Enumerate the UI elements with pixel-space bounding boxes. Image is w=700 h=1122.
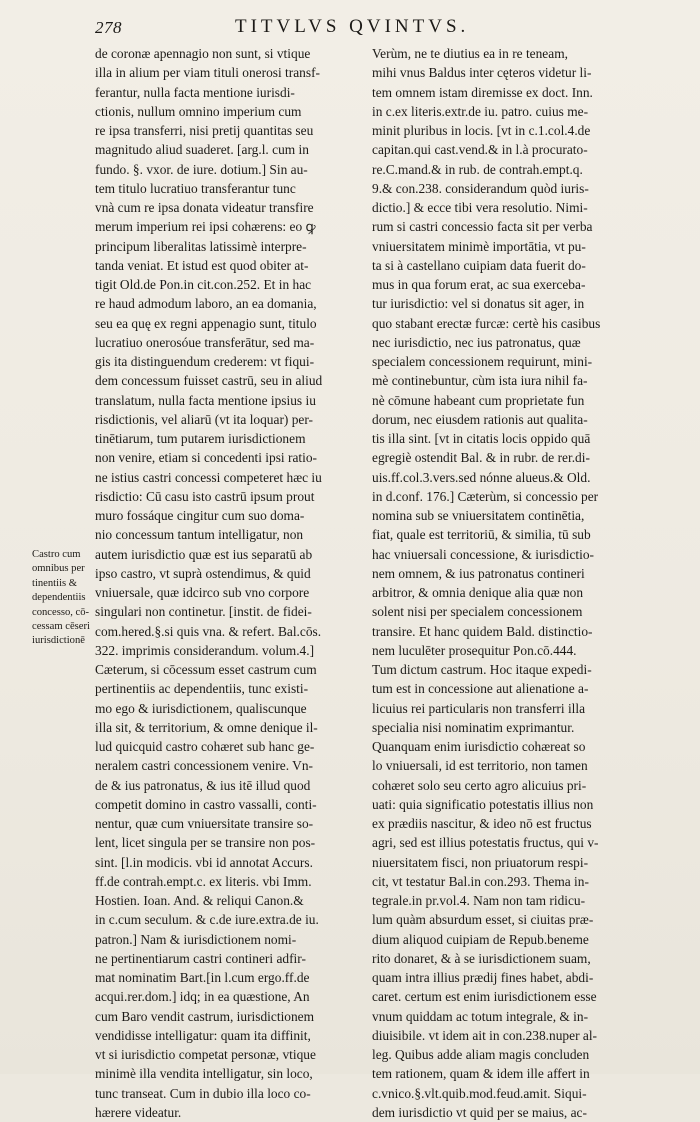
- text-line: uati: quia significatio potestatis illius non: [372, 796, 594, 812]
- text-line: principum liberalitas latissimè interpre-: [95, 238, 307, 254]
- text-line: vt si iurisdictio competat personæ, vtique: [95, 1047, 316, 1062]
- text-line: tum est in concessione aut alienatione a-: [372, 681, 589, 697]
- text-line: 322. imprimis considerandum. volum.4.]: [95, 642, 315, 658]
- text-line: magnitudo aliud suaderet. [arg.l. cum in: [95, 142, 309, 158]
- text-line: leg. Quibus adde aliam magis concluden: [372, 1047, 590, 1062]
- text-line: illa sit, & territorium, & omne denique il-: [95, 719, 318, 735]
- right-text-column: [372, 44, 644, 1122]
- text-line: gis ita distinguendum crederem: vt fiqui-: [95, 354, 315, 369]
- text-line: de coronæ apennagio non sunt, si vtique: [95, 46, 311, 61]
- text-line: ctionis, nullum omnino imperium cum: [95, 103, 302, 119]
- text-line: de & ius patronatus, & ius itē illud quod: [95, 777, 311, 793]
- margin-note-line: concesso, cō-: [32, 606, 90, 618]
- margin-note: [32, 548, 96, 649]
- margin-note-line: Castro cum: [32, 549, 81, 560]
- text-line: com.hered.§.si quis vna. & refert. Bal.cōs.: [95, 623, 322, 639]
- text-line: arbitror, & omnia denique alia quæ non: [372, 585, 584, 600]
- text-line: specialem concessionem requirunt, mini-: [372, 354, 593, 369]
- text-line: ff.de contrah.empt.c. ex literis. vbi Imm.: [95, 873, 312, 889]
- text-line: niuersitatem fisci, non priuatorum respi-: [372, 854, 589, 870]
- text-line: tem rationem, quam & idem ille affert in: [372, 1066, 590, 1082]
- text-line: mihi vnus Baldus inter cęteros videtur li-: [372, 65, 592, 81]
- text-line: ta si à castellano cuipiam data fuerit do-: [372, 257, 586, 273]
- text-line: cit, vt testatur Bal.in con.293. Thema in-: [372, 873, 589, 889]
- text-line: acqui.rer.dom.] idq; in ea quæstione, An: [95, 989, 310, 1005]
- text-line: caret. certum est enim iurisdictionem esse: [372, 989, 597, 1005]
- text-line: mè continebuntur, cùm ista iura nihil fa-: [372, 373, 588, 389]
- text-line: ex prædiis nascitur, & ideo nō est fructus: [372, 816, 592, 831]
- text-line: uis.ff.col.3.vers.sed nónne alueus.& Old.: [372, 469, 591, 485]
- text-line: Tum dictum castrum. Hoc itaque expedi-: [372, 662, 592, 677]
- margin-note-line: cessam cēseri: [32, 621, 90, 633]
- text-line: sint. [l.in modicis. vbi id annotat Accurs.: [95, 854, 313, 870]
- text-line: rito donaret, & à se iurisdictionem suam,: [372, 950, 591, 966]
- text-line: mo ego & iurisdictionem, qualiscunque: [95, 700, 307, 716]
- text-line: ne istius castri concessi competeret hæc iu: [95, 469, 322, 485]
- text-line: neralem castri concessionem venire. Vn-: [95, 758, 314, 774]
- text-line: re ipsa transferri, nisi pretij quantitas seu: [95, 123, 314, 138]
- text-line: lud quicquid castro cohæret sub hanc ge-: [95, 739, 315, 754]
- text-line: fundo. §. vxor. de iure. dotium.] Sin au-: [95, 161, 308, 177]
- margin-note-line: iurisdictionē: [32, 635, 85, 647]
- text-line: cum Baro vendit castrum, iurisdictionem: [95, 1008, 315, 1024]
- text-line: singulari non continetur. [instit. de fidei-: [95, 604, 312, 620]
- text-line: nem omnem, & ius patronatus contineri: [372, 565, 585, 581]
- text-line: competit domino in castro vassalli, conti-: [95, 796, 317, 812]
- text-line: vendidisse intelligatur: quam ita diffinit,: [95, 1027, 311, 1043]
- text-line: dorum, nec eiusdem rationis aut qualita-: [372, 411, 588, 427]
- text-line: mat nominatim Bart.[in l.cum ergo.ff.de: [95, 970, 310, 985]
- text-line: minimè illa vendita intelligatur, sin loco,: [95, 1066, 313, 1082]
- text-line: tinētiarum, tum putarem iurisdictionem: [95, 431, 306, 446]
- text-line: transire. Et hanc quidem Bald. distinctio-: [372, 623, 593, 639]
- text-line: Quanquam enim iurisdictio cohæreat so: [372, 739, 586, 754]
- text-line: tem titulo lucratiuo transferantur tunc: [95, 180, 296, 196]
- text-line: risdictio: Cū casu isto castrū ipsum prout: [95, 488, 315, 504]
- text-line: tur iurisdictio: vel si donatus sit ager, in: [372, 296, 585, 312]
- text-line: specialia nisi nominatim exprimantur.: [372, 719, 575, 735]
- text-line: seu ea quę ex regni appenagio sunt, titulo: [95, 315, 317, 331]
- text-line: nem luculēter prosequitur Pon.cō.444.: [372, 642, 577, 658]
- text-line: non venire, etiam si concedenti ipsi ratio-: [95, 450, 317, 466]
- text-line: fiat, quale est territoriū, & similia, tū sub: [372, 527, 591, 543]
- margin-note-line: dependentiis: [32, 592, 86, 604]
- text-line: cohæret solo seu certo agro alicuius pri-: [372, 777, 587, 793]
- text-line: in c.cum seculum. & c.de iure.extra.de iu.: [95, 912, 319, 928]
- text-line: Hostien. Ioan. And. & reliqui Canon.&: [95, 893, 304, 908]
- text-line: dium aliquod cuipiam de Repub.beneme: [372, 931, 589, 947]
- margin-note-line: tinentiis &: [32, 577, 78, 589]
- text-line: licuius rei particularis non transferri illa: [372, 700, 586, 716]
- text-line: Cæterum, si cōcessum esset castrum cum: [95, 662, 317, 677]
- text-line: lent, licet singula per se transire non pos-: [95, 835, 316, 851]
- text-line: diuisibile. vt idem ait in con.238.nuper al-: [372, 1027, 597, 1043]
- text-line: nè cōmune habeant cum proprietate fun: [372, 392, 585, 408]
- text-line: c.vnico.§.vlt.quib.mod.feud.amit. Siqui-: [372, 1085, 587, 1101]
- text-line: muro fossáque cingitur cum suo doma-: [95, 508, 305, 523]
- running-title: TITVLVS QVINTVS.: [235, 16, 470, 37]
- text-line: 9.& con.238. considerandum quòd iuris-: [372, 180, 589, 196]
- left-text-column: [95, 44, 363, 1122]
- text-line: lucratiuo onerosóue transferātur, sed ma-: [95, 334, 315, 350]
- text-line: nomina sub se vniuersitatem continētia,: [372, 508, 585, 523]
- text-line: tem omnem istam diremisse ex doct. Inn.: [372, 84, 593, 100]
- text-line: ipso castro, vt suprà ostendimus, & quid: [95, 565, 311, 581]
- text-line: autem iurisdictio quæ est ius separatū ab: [95, 546, 313, 562]
- text-line: tis illa sint. [vt in citatis locis oppido quā: [372, 431, 591, 446]
- text-line: ferantur, nulla facta mentione iurisdi-: [95, 84, 295, 100]
- text-line: capitan.qui cast.vend.& in l.à procurato-: [372, 142, 588, 158]
- text-line: in c.ex literis.extr.de iu. patro. cuius me-: [372, 103, 589, 119]
- text-line: vniuersitatem minimè importātia, vt pu-: [372, 238, 586, 254]
- text-line: vniuersale, quæ idcirco sub vno corpore: [95, 585, 310, 600]
- text-line: re.C.mand.& in rub. de contrah.empt.q.: [372, 161, 583, 177]
- text-line: hærere videatur.: [95, 1104, 182, 1120]
- text-line: rum si castri concessio facta sit per verba: [372, 219, 593, 235]
- text-line: nec iurisdictio, nec ius patronatus, quæ: [372, 334, 581, 350]
- text-line: Verùm, ne te diutius ea in re teneam,: [372, 46, 568, 61]
- text-line: lo vniuersali, id est territorio, non tamen: [372, 758, 588, 774]
- text-line: lum quàm absurdum esset, si ciuitas præ-: [372, 912, 594, 928]
- text-line: translatum, nulla facta mentione ipsius iu: [95, 392, 316, 408]
- page-number: 278: [95, 18, 122, 37]
- text-line: quam intra illius prædij fines habet, abdi-: [372, 970, 594, 985]
- text-line: illa in alium per viam tituli onerosi transf-: [95, 65, 320, 81]
- text-line: agri, sed est illius potestatis fructus, qui v-: [372, 835, 599, 851]
- text-line: hac vniuersali concessione, & iurisdictio-: [372, 546, 594, 562]
- text-line: tunc transeat. Cum in dubio illa loco co-: [95, 1085, 311, 1101]
- text-line: ne pertinentiarum castri contineri adfir-: [95, 950, 306, 966]
- text-line: re haud admodum laboro, an ea domania,: [95, 296, 317, 312]
- text-line: merum imperium rei ipsi cohærens: eo ꝙ: [95, 219, 316, 235]
- text-line: pertinentiis ac dependentiis, tunc existi-: [95, 681, 309, 697]
- text-line: vnà cum re ipsa donata videatur transfire: [95, 200, 314, 215]
- text-line: dem concessum fuisset castrū, seu in aliud: [95, 373, 323, 389]
- text-line: dem iurisdictio vt quid per se maius, ac-: [372, 1104, 587, 1120]
- text-line: risdictionis, vel aliarū (vt ita loquar) per-: [95, 411, 314, 427]
- text-line: quo stabant erectæ furcæ: certè his casibus: [372, 315, 601, 331]
- text-line: tanda veniat. Et istud est quod obiter at-: [95, 257, 309, 273]
- text-line: tegrale.in pr.vol.4. Nam non tam ridicu-: [372, 893, 586, 908]
- text-line: nio concessum tantum intelligatur, non: [95, 527, 304, 543]
- text-line: in d.conf. 176.] Cæterùm, si concessio per: [372, 488, 599, 504]
- margin-note-line: omnibus per: [32, 563, 85, 575]
- text-line: tigit Old.de Pon.in cit.con.252. Et in hac: [95, 277, 312, 292]
- text-line: dictio.] & ecce tibi vera resolutio. Nimi-: [372, 200, 588, 215]
- text-line: egregiè ostendit Bal. & in rubr. de rer.di-: [372, 450, 590, 466]
- text-line: solent nisi per specialem concessionem: [372, 604, 583, 620]
- text-line: patron.] Nam & iurisdictionem nomi-: [95, 931, 297, 947]
- text-line: vnum quiddam ac totum integrale, & in-: [372, 1008, 589, 1024]
- text-line: mus in qua forum erat, ac sua exerceba-: [372, 277, 586, 292]
- text-line: minit pluribus in locis. [vt in c.1.col.4.de: [372, 123, 591, 138]
- text-line: nentur, quæ cum vniuersitate transire so-: [95, 816, 314, 831]
